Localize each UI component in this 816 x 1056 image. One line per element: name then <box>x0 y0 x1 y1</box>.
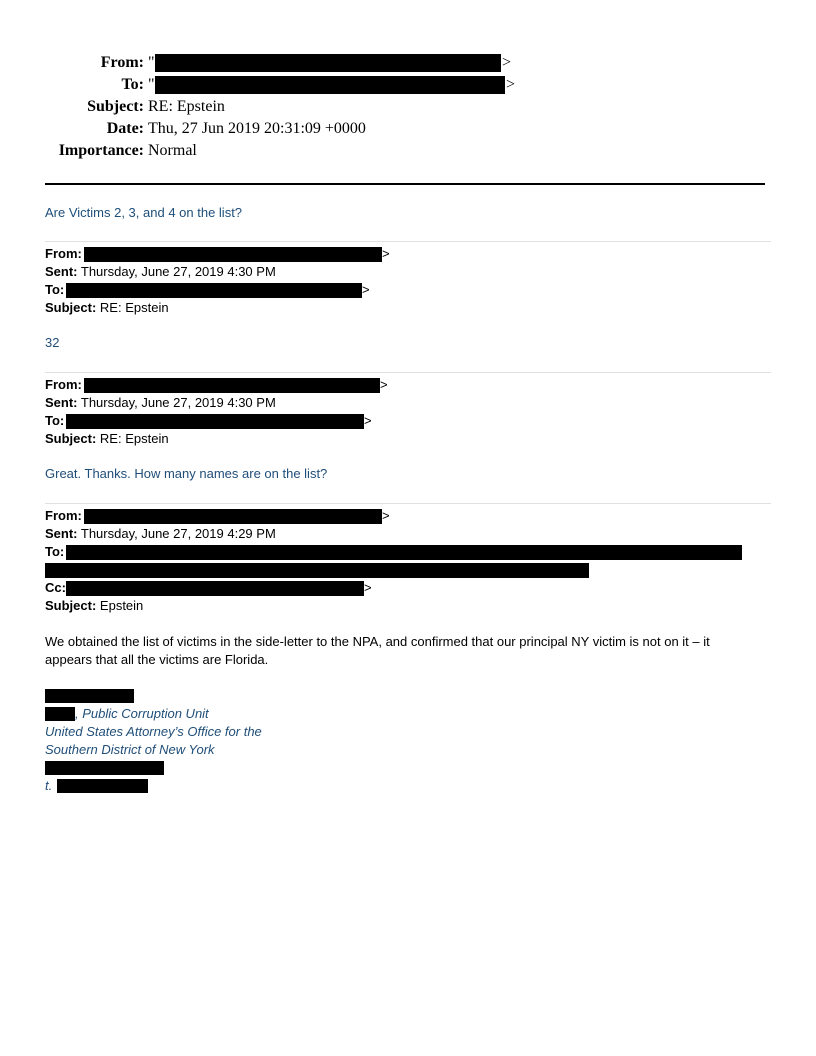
message-divider-2 <box>45 372 771 373</box>
header-to-suffix: > <box>506 76 516 93</box>
msg1-sent-value: Thursday, June 27, 2019 4:30 PM <box>80 264 276 279</box>
msg1-to-suffix: > <box>362 282 370 297</box>
header-date-label: Date: <box>106 120 144 137</box>
signature-phone-prefix: t. <box>45 778 53 793</box>
redaction-signature-phone <box>57 779 148 793</box>
header-subject-label: Subject: <box>87 98 144 115</box>
header-subject-value: RE: Epstein <box>148 98 225 115</box>
reply-body: Are Victims 2, 3, and 4 on the list? <box>45 205 243 220</box>
header-to-prefix: " <box>148 76 155 93</box>
header-importance-value: Normal <box>148 142 197 159</box>
redaction-msg3-from <box>84 509 382 524</box>
signature-office-line2: Southern District of New York <box>45 742 215 757</box>
msg1-sent-label: Sent: <box>45 264 78 279</box>
msg3-sent-label: Sent: <box>45 526 78 541</box>
msg1-sent-row <box>45 263 276 281</box>
msg2-to-label: To: <box>45 413 65 428</box>
header-from-suffix: > <box>502 54 512 71</box>
msg3-from-suffix: > <box>382 508 390 523</box>
msg3-from-label: From: <box>45 508 82 523</box>
header-from-prefix: " <box>148 54 155 71</box>
redaction-msg2-to <box>66 414 364 429</box>
header-divider <box>45 183 765 185</box>
header-from-label: From: <box>100 54 144 71</box>
header-date-value: Thu, 27 Jun 2019 20:31:09 +0000 <box>148 120 366 137</box>
redaction-header-from <box>155 54 501 72</box>
msg2-body: Great. Thanks. How many names are on the list? <box>45 466 328 481</box>
msg1-from-suffix: > <box>382 246 390 261</box>
redaction-msg2-from <box>84 378 380 393</box>
redaction-signature-title <box>45 707 75 721</box>
msg1-body: 32 <box>45 335 60 350</box>
msg2-from-suffix: > <box>380 377 388 392</box>
msg3-sent-value: Thursday, June 27, 2019 4:29 PM <box>80 526 276 541</box>
msg2-subject-value: RE: Epstein <box>99 431 169 446</box>
msg3-to-label: To: <box>45 544 65 559</box>
msg3-body-line1: We obtained the list of victims in the side-letter to the NPA, and confirmed that our principal NY victim is not on it – it <box>45 634 710 649</box>
msg1-subject-label: Subject: <box>45 300 97 315</box>
msg1-subject-row <box>45 299 169 317</box>
header-to-label: To: <box>121 76 144 93</box>
msg3-subject-value: Epstein <box>99 598 144 613</box>
redaction-header-to <box>155 76 505 94</box>
message-divider-1 <box>45 241 771 242</box>
redaction-msg3-cc <box>66 581 364 596</box>
redaction-msg3-to-line2 <box>45 563 589 578</box>
redaction-signature-name <box>45 689 134 703</box>
header-importance-label: Importance: <box>58 142 144 159</box>
msg3-cc-label: Cc: <box>45 580 66 595</box>
msg3-cc-suffix: > <box>364 580 372 595</box>
msg3-subject-row <box>45 597 143 615</box>
msg2-sent-row <box>45 394 276 412</box>
msg1-subject-value: RE: Epstein <box>99 300 169 315</box>
redaction-msg3-to-line1 <box>66 545 742 560</box>
msg2-from-label: From: <box>45 377 82 392</box>
msg2-to-suffix: > <box>364 413 372 428</box>
signature-office-line1: United States Attorney’s Office for the <box>45 724 262 739</box>
redaction-msg1-to <box>66 283 362 298</box>
msg2-sent-value: Thursday, June 27, 2019 4:30 PM <box>80 395 276 410</box>
msg1-from-label: From: <box>45 246 82 261</box>
msg3-sent-row <box>45 525 276 543</box>
msg3-body-line2: appears that all the victims are Florida. <box>45 652 269 667</box>
msg2-subject-row <box>45 430 169 448</box>
redaction-msg1-from <box>84 247 382 262</box>
msg2-subject-label: Subject: <box>45 431 97 446</box>
message-divider-3 <box>45 503 771 504</box>
signature-unit: , Public Corruption Unit <box>75 706 209 721</box>
msg3-subject-label: Subject: <box>45 598 97 613</box>
msg1-to-label: To: <box>45 282 65 297</box>
redaction-signature-address <box>45 761 164 775</box>
msg2-sent-label: Sent: <box>45 395 78 410</box>
